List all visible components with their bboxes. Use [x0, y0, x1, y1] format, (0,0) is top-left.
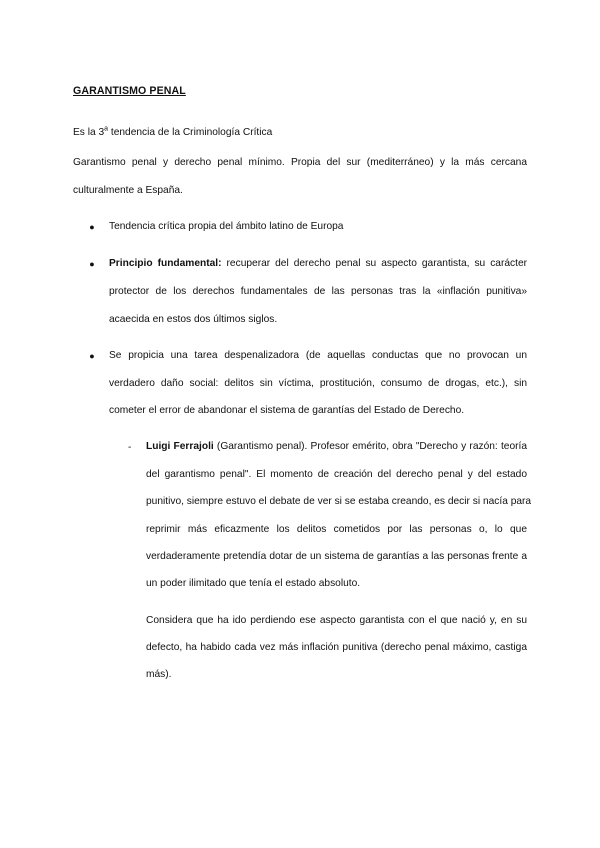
- bullet-3-line-2: verdadero daño social: delitos sin víctima, prostitución, consumo de drogas, etc.), sin: [109, 378, 527, 389]
- sub-line-4: reprimir más eficazmente los delitos cometidos por las personas o, lo que: [146, 524, 527, 535]
- dash-marker: -: [128, 442, 132, 453]
- bullet-2-line-1: [109, 258, 527, 269]
- sub-line-2: del garantismo penal". El momento de creación del derecho penal y del estado: [146, 469, 527, 480]
- bullet-2-line-2: protector de los derechos fundamentales de las personas tras la «inflación punitiva»: [109, 286, 527, 297]
- bullet-icon: ●: [89, 351, 95, 361]
- bullet-3-line-3: cometer el error de abandonar el sistema de garantías del Estado de Derecho.: [109, 405, 465, 416]
- sub-line-5: verdaderamente pretendía dotar de un sistema de garantías a las personas frente a: [146, 551, 527, 562]
- intro-line: [73, 127, 272, 138]
- intro-suffix: tendencia de la Criminología Crítica: [108, 127, 273, 138]
- sub-line-1: [146, 441, 527, 452]
- sub-para2-line-3: más).: [146, 669, 172, 680]
- sub-line-3: punitivo, siempre estuvo el debate de ver si se estaba creando, es decir si nacía para: [146, 496, 532, 507]
- page-title: GARANTISMO PENAL: [73, 85, 186, 97]
- sub-bold-name: Luigi Ferrajoli: [146, 441, 214, 452]
- bullet-2-bold: Principio fundamental:: [109, 258, 222, 269]
- sub-rest: (Garantismo penal). Profesor emérito, obra "Derecho y razón: teoría: [213, 441, 527, 452]
- intro-prefix: Es la 3: [73, 127, 105, 138]
- intro-superscript: a: [104, 125, 109, 133]
- bullet-icon: ●: [89, 222, 95, 232]
- bullet-icon: ●: [89, 259, 95, 269]
- intro-paragraph-line-2: culturalmente a España.: [73, 185, 183, 196]
- bullet-3-line-1: Se propicia una tarea despenalizadora (de aquellas conductas que no provocan un: [109, 350, 527, 361]
- bullet-1-text: Tendencia crítica propia del ámbito latino de Europa: [109, 221, 344, 232]
- sub-line-6: un poder ilimitado que tenía el estado absoluto.: [146, 578, 361, 589]
- sub-para2-line-2: defecto, ha habido cada vez más inflación punitiva (derecho penal máximo, castiga: [146, 642, 527, 653]
- sub-para2-line-1: Considera que ha ido perdiendo ese aspecto garantista con el que nació y, en su: [146, 615, 527, 626]
- bullet-2-rest: recuperar del derecho penal su aspecto garantista, su carácter: [221, 258, 528, 269]
- bullet-2-line-3: acaecida en estos dos últimos siglos.: [109, 314, 278, 325]
- intro-paragraph-line-1: Garantismo penal y derecho penal mínimo. Propia del sur (mediterráneo) y la más cercana: [73, 157, 527, 168]
